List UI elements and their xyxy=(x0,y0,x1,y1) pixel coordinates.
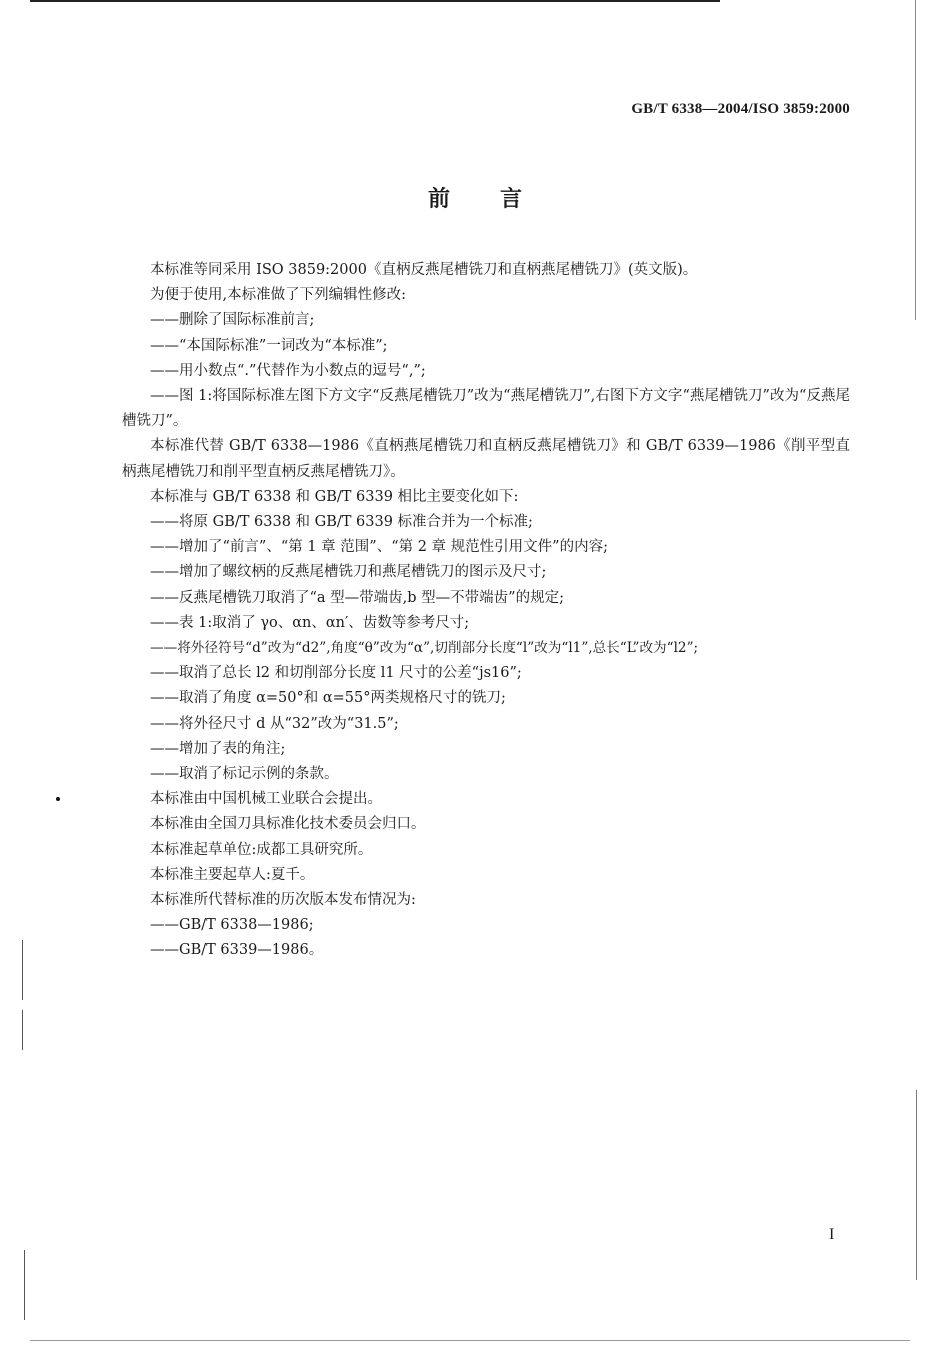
list-item: ——GB/T 6339—1986。 xyxy=(150,942,324,959)
list-item: ——将外径符号“d”改为“d2”,角度“θ”改为“α”,切削部分长度“l”改为“l1”,总长“L”改为“l2”; xyxy=(150,640,699,657)
scan-bottom-line xyxy=(30,1340,910,1341)
list-item: ——GB/T 6338—1986; xyxy=(150,917,314,934)
paragraph: 本标准起草单位:成都工具研究所。 xyxy=(150,841,373,858)
paragraph: 为便于使用,本标准做了下列编辑性修改: xyxy=(150,287,406,304)
paragraph: 本标准代替 GB/T 6338—1986《直柄燕尾槽铣刀和直柄反燕尾槽铣刀》和 GB/T 6339—1986《削平型直柄燕尾槽铣刀和削平型直柄反燕尾槽铣刀》。 xyxy=(122,438,850,480)
paragraph: 本标准由中国机械工业联合会提出。 xyxy=(150,791,382,808)
list-item: ——取消了总长 l2 和切削部分长度 l1 尺寸的公差“js16”; xyxy=(150,665,522,682)
list-item: ——“本国际标准”一词改为“本标准”; xyxy=(150,337,388,354)
list-item: ——用小数点“.”代替作为小数点的逗号“,”; xyxy=(150,362,426,379)
scan-right-edge-2 xyxy=(916,1090,917,1280)
page-number: I xyxy=(829,1226,835,1243)
list-item: ——增加了表的角注; xyxy=(150,740,286,757)
standard-code: GB/T 6338—2004/ISO 3859:2000 xyxy=(631,101,850,117)
paragraph: 本标准主要起草人:夏千。 xyxy=(150,866,315,883)
list-item: ——将外径尺寸 d 从“32”改为“31.5”; xyxy=(150,715,399,732)
list-item: ——表 1:取消了 γo、αn、αn′、齿数等参考尺寸; xyxy=(150,614,470,631)
scan-dot xyxy=(56,797,60,801)
list-item: ——反燕尾槽铣刀取消了“a 型—带端齿,b 型—不带端齿”的规定; xyxy=(150,589,564,606)
scan-left-edge-3 xyxy=(24,1250,25,1320)
paragraph: 本标准与 GB/T 6338 和 GB/T 6339 相比主要变化如下: xyxy=(150,488,519,505)
page-title: 前言 xyxy=(427,186,572,212)
list-item: ——图 1:将国际标准左图下方文字“反燕尾槽铣刀”改为“燕尾槽铣刀”,右图下方文字“燕尾槽铣刀”改为“反燕尾槽铣刀”。 xyxy=(122,388,850,430)
scan-left-edge-2 xyxy=(22,1010,23,1050)
list-item: ——将原 GB/T 6338 和 GB/T 6339 标准合并为一个标准; xyxy=(150,514,533,531)
list-item: ——删除了国际标准前言; xyxy=(150,312,315,329)
paragraph: 本标准等同采用 ISO 3859:2000《直柄反燕尾槽铣刀和直柄燕尾槽铣刀》(英文版)。 xyxy=(150,262,698,278)
list-item: ——增加了螺纹柄的反燕尾槽铣刀和燕尾槽铣刀的图示及尺寸; xyxy=(150,564,547,581)
list-item: ——增加了“前言”、“第 1 章 范围”、“第 2 章 规范性引用文件”的内容; xyxy=(150,539,608,556)
foreword-body xyxy=(122,258,850,964)
paragraph: 本标准由全国刀具标准化技术委员会归口。 xyxy=(150,816,426,833)
scan-right-edge xyxy=(915,0,916,320)
paragraph: 本标准所代替标准的历次版本发布情况为: xyxy=(150,892,416,909)
list-item: ——取消了标记示例的条款。 xyxy=(150,766,339,783)
scan-top-line xyxy=(30,0,720,2)
list-item: ——取消了角度 α=50°和 α=55°两类规格尺寸的铣刀; xyxy=(150,690,506,707)
scan-left-edge xyxy=(22,940,23,1000)
